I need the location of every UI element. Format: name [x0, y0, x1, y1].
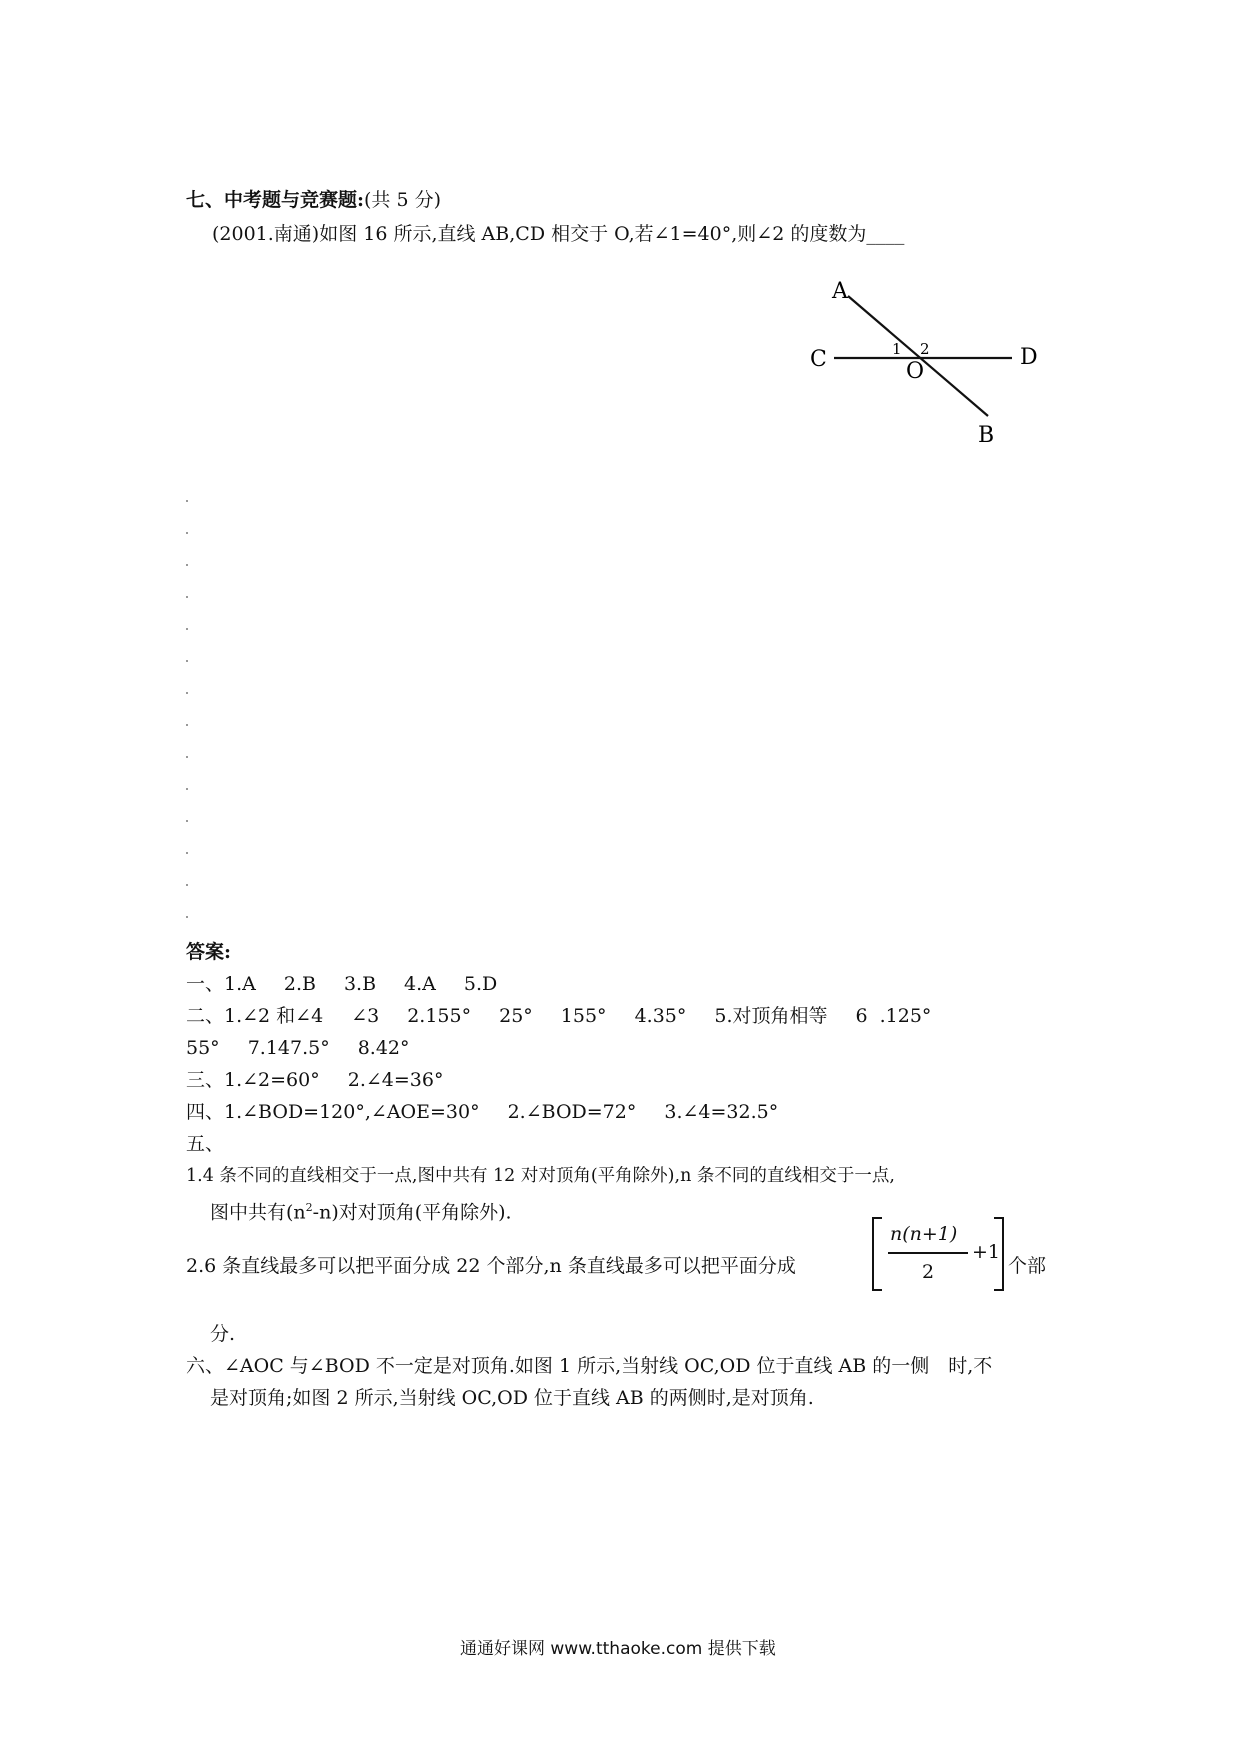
answer-part-1	[186, 972, 497, 996]
label-a: A	[832, 279, 848, 304]
section-points: (共 5 分)	[364, 189, 442, 211]
answer-item: 二、1.∠2 和∠4	[186, 1005, 324, 1027]
formula-fraction-bar	[888, 1252, 968, 1254]
formula-plus-one: +1	[972, 1241, 1001, 1263]
intersecting-lines-figure	[800, 270, 1060, 460]
answer-item: 4.A	[404, 973, 436, 995]
footer-text: 通通好课网 www.tthaoke.com 提供下载	[460, 1639, 776, 1659]
margin-dot	[186, 820, 188, 822]
answer-part-5-q2-text: 2.6 条直线最多可以把平面分成 22 个部分,n 条直线最多可以把平面分成	[186, 1255, 796, 1277]
answer-item: 一、1.A	[186, 973, 256, 995]
formula-numerator: n(n+1)	[890, 1223, 958, 1245]
margin-dot	[186, 916, 188, 918]
section-title: 七、中考题与竞赛题:	[186, 189, 365, 211]
formula-denominator: 2	[922, 1261, 935, 1283]
answer-item: 55°	[186, 1037, 220, 1059]
answer-item: 25°	[499, 1005, 533, 1027]
answer-item: 5.D	[463, 973, 498, 995]
answer-item: 四、1.∠BOD=120°,∠AOE=30°	[186, 1101, 480, 1123]
answer-item: 2.∠BOD=72°	[507, 1101, 637, 1123]
label-d: D	[1020, 345, 1038, 370]
answer-item: 3.∠4=32.5°	[664, 1101, 779, 1123]
answer-part-6-line-2: 是对顶角;如图 2 所示,当射线 OC,OD 位于直线 AB 的两侧时,是对顶角.	[210, 1387, 814, 1409]
margin-dot	[186, 532, 188, 534]
answer-part-3	[186, 1068, 443, 1092]
answer-part-5-q1-line-1: 1.4 条不同的直线相交于一点,图中共有 12 对对顶角(平角除外),n 条不同的直线相交于一点,	[186, 1166, 895, 1186]
answer-item: .125°	[879, 1005, 932, 1027]
answer-part-5-title: 五、	[186, 1133, 225, 1155]
angle-1-label: 1	[892, 340, 902, 358]
margin-dot	[186, 660, 188, 662]
answer-part-2-line-2	[186, 1036, 410, 1060]
answer-part-5-q1-line-2: 图中共有$(n^2-n)$对对顶角(平角除外).	[210, 1201, 512, 1224]
answer-item: 7.147.5°	[247, 1037, 330, 1059]
line-ab	[848, 296, 988, 416]
answer-item: 3.B	[343, 973, 377, 995]
margin-dot	[186, 852, 188, 854]
answer-part-5-q2-line-2: 分.	[210, 1323, 236, 1345]
label-b: B	[978, 423, 995, 448]
answer-item: 三、1.∠2=60°	[186, 1069, 320, 1091]
answer-item: 4.35°	[634, 1005, 687, 1027]
answer-item: 5.对顶角相等	[714, 1005, 828, 1027]
answer-item: 155°	[560, 1005, 607, 1027]
answer-part-4	[186, 1100, 778, 1124]
answer-part-5-q2-after: 个部	[1008, 1255, 1047, 1277]
answers-title: 答案:	[186, 941, 232, 963]
answer-item: 2.B	[283, 973, 316, 995]
margin-dot	[186, 884, 188, 886]
margin-dot	[186, 564, 188, 566]
answer-item: ∠3	[351, 1005, 380, 1027]
formula-left-bracket	[872, 1217, 882, 1291]
angle-2-label: 2	[920, 340, 930, 358]
label-o: O	[906, 359, 925, 384]
margin-dot	[186, 724, 188, 726]
answer-part-6-line-1: 六、∠AOC 与∠BOD 不一定是对顶角.如图 1 所示,当射线 OC,OD 位于直线 AB 的一侧 时,不	[186, 1355, 993, 1377]
section-heading	[186, 188, 441, 212]
margin-dot	[186, 756, 188, 758]
answer-item: 8.42°	[357, 1037, 410, 1059]
margin-dot	[186, 500, 188, 502]
question-text: (2001.南通)如图 16 所示,直线 AB,CD 相交于 O,若∠1=40°,则∠2 的度数为____	[212, 223, 905, 245]
answer-part-2-line-1	[186, 1004, 931, 1028]
margin-dot	[186, 692, 188, 694]
answer-item: 2.∠4=36°	[347, 1069, 444, 1091]
answer-item: 2.155°	[407, 1005, 472, 1027]
margin-dot	[186, 628, 188, 630]
margin-dot	[186, 788, 188, 790]
answer-item: 6	[855, 1005, 868, 1027]
margin-dot	[186, 596, 188, 598]
label-c: C	[810, 347, 827, 372]
